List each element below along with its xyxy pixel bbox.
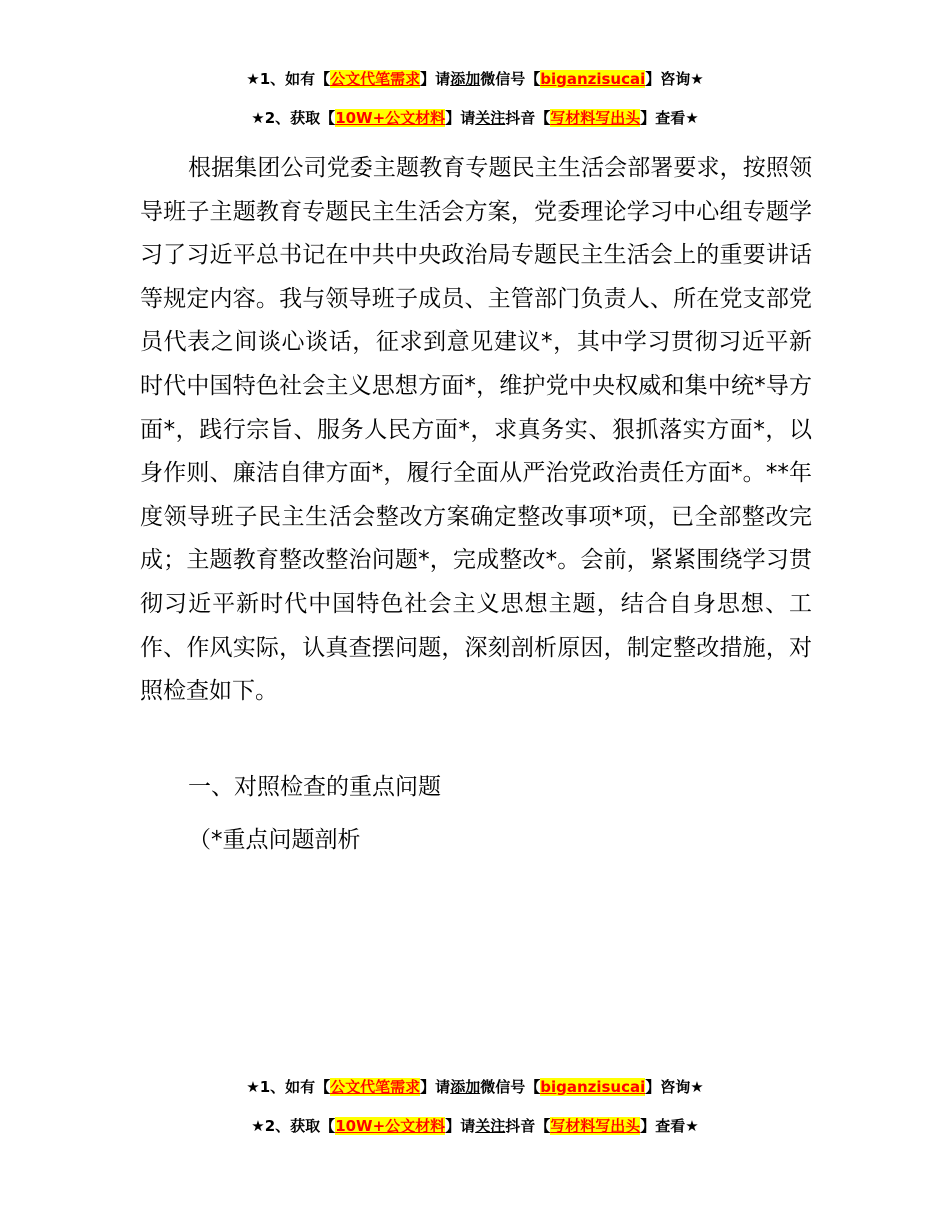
banner-text: ★1、如有【 [246, 70, 331, 88]
intro-paragraph: 根据集团公司党委主题教育专题民主生活会部署要求，按照领导班子主题教育专题民主生活会方案，党委理论学习中心组专题学习了习近平总书记在中共中央政治局专题民主生活会上的重要讲话等规定内容。我与领导班子成员、主管部门负责人、所在党支部党员代表之间谈心谈话，征求到意见建议*，其中学习贯彻习近平新时代中国特色社会主义思想方面*，维护党中央权威和集中统*导方面*，践行宗旨、服务人民方面*，求真务实、狠抓落实方面*，以身作则、廉洁自律方面*，履行全面从严治党政治责任方面*。**年度领导班子民主生活会整改方案确定整改事项*项，已全部整改完成；主题教育整改整治问题*，完成整改*。会前，紧紧围绕学习贯彻习近平新时代中国特色社会主义思想主题，结合自身思想、工作、作风实际，认真查摆问题，深刻剖析原因，制定整改措施，对照检查如下。 [140, 155, 813, 705]
wechat-id-text: biganzisucai [540, 70, 646, 88]
highlighted-service-text: 公文代笔需求 [330, 70, 421, 88]
banner-text: 】查看★ [640, 109, 699, 127]
underlined-action-text: 关注 [475, 1117, 506, 1135]
banner-text: 】请 [420, 70, 451, 88]
highlighted-materials-text: 10W+公文材料 [335, 1117, 446, 1135]
banner-text: 】请 [445, 109, 476, 127]
header-banner-line-2 [0, 108, 950, 128]
banner-text: 】请 [445, 1117, 476, 1135]
banner-text: 】咨询★ [645, 70, 704, 88]
banner-text: ★2、获取【 [251, 109, 336, 127]
banner-text: 抖音【 [505, 1117, 551, 1135]
banner-text: 微信号【 [480, 70, 541, 88]
banner-text: ★2、获取【 [251, 1117, 336, 1135]
footer-banner-line-1 [0, 1077, 950, 1097]
underlined-action-text: 添加 [450, 1078, 481, 1096]
subsection-heading: （*重点问题剖析 [188, 827, 361, 853]
douyin-account-text: 写材料写出头 [550, 109, 641, 127]
highlighted-service-text: 公文代笔需求 [330, 1078, 421, 1096]
highlighted-materials-text: 10W+公文材料 [335, 109, 446, 127]
underlined-action-text: 关注 [475, 109, 506, 127]
footer-banner-line-2 [0, 1116, 950, 1136]
banner-text: 】请 [420, 1078, 451, 1096]
section-heading: 一、对照检查的重点问题 [188, 774, 441, 800]
banner-text: ★1、如有【 [246, 1078, 331, 1096]
wechat-id-text: biganzisucai [540, 1078, 646, 1096]
header-banner-line-1 [0, 69, 950, 89]
banner-text: 】咨询★ [645, 1078, 704, 1096]
underlined-action-text: 添加 [450, 70, 481, 88]
douyin-account-text: 写材料写出头 [550, 1117, 641, 1135]
banner-text: 抖音【 [505, 109, 551, 127]
banner-text: 】查看★ [640, 1117, 699, 1135]
banner-text: 微信号【 [480, 1078, 541, 1096]
